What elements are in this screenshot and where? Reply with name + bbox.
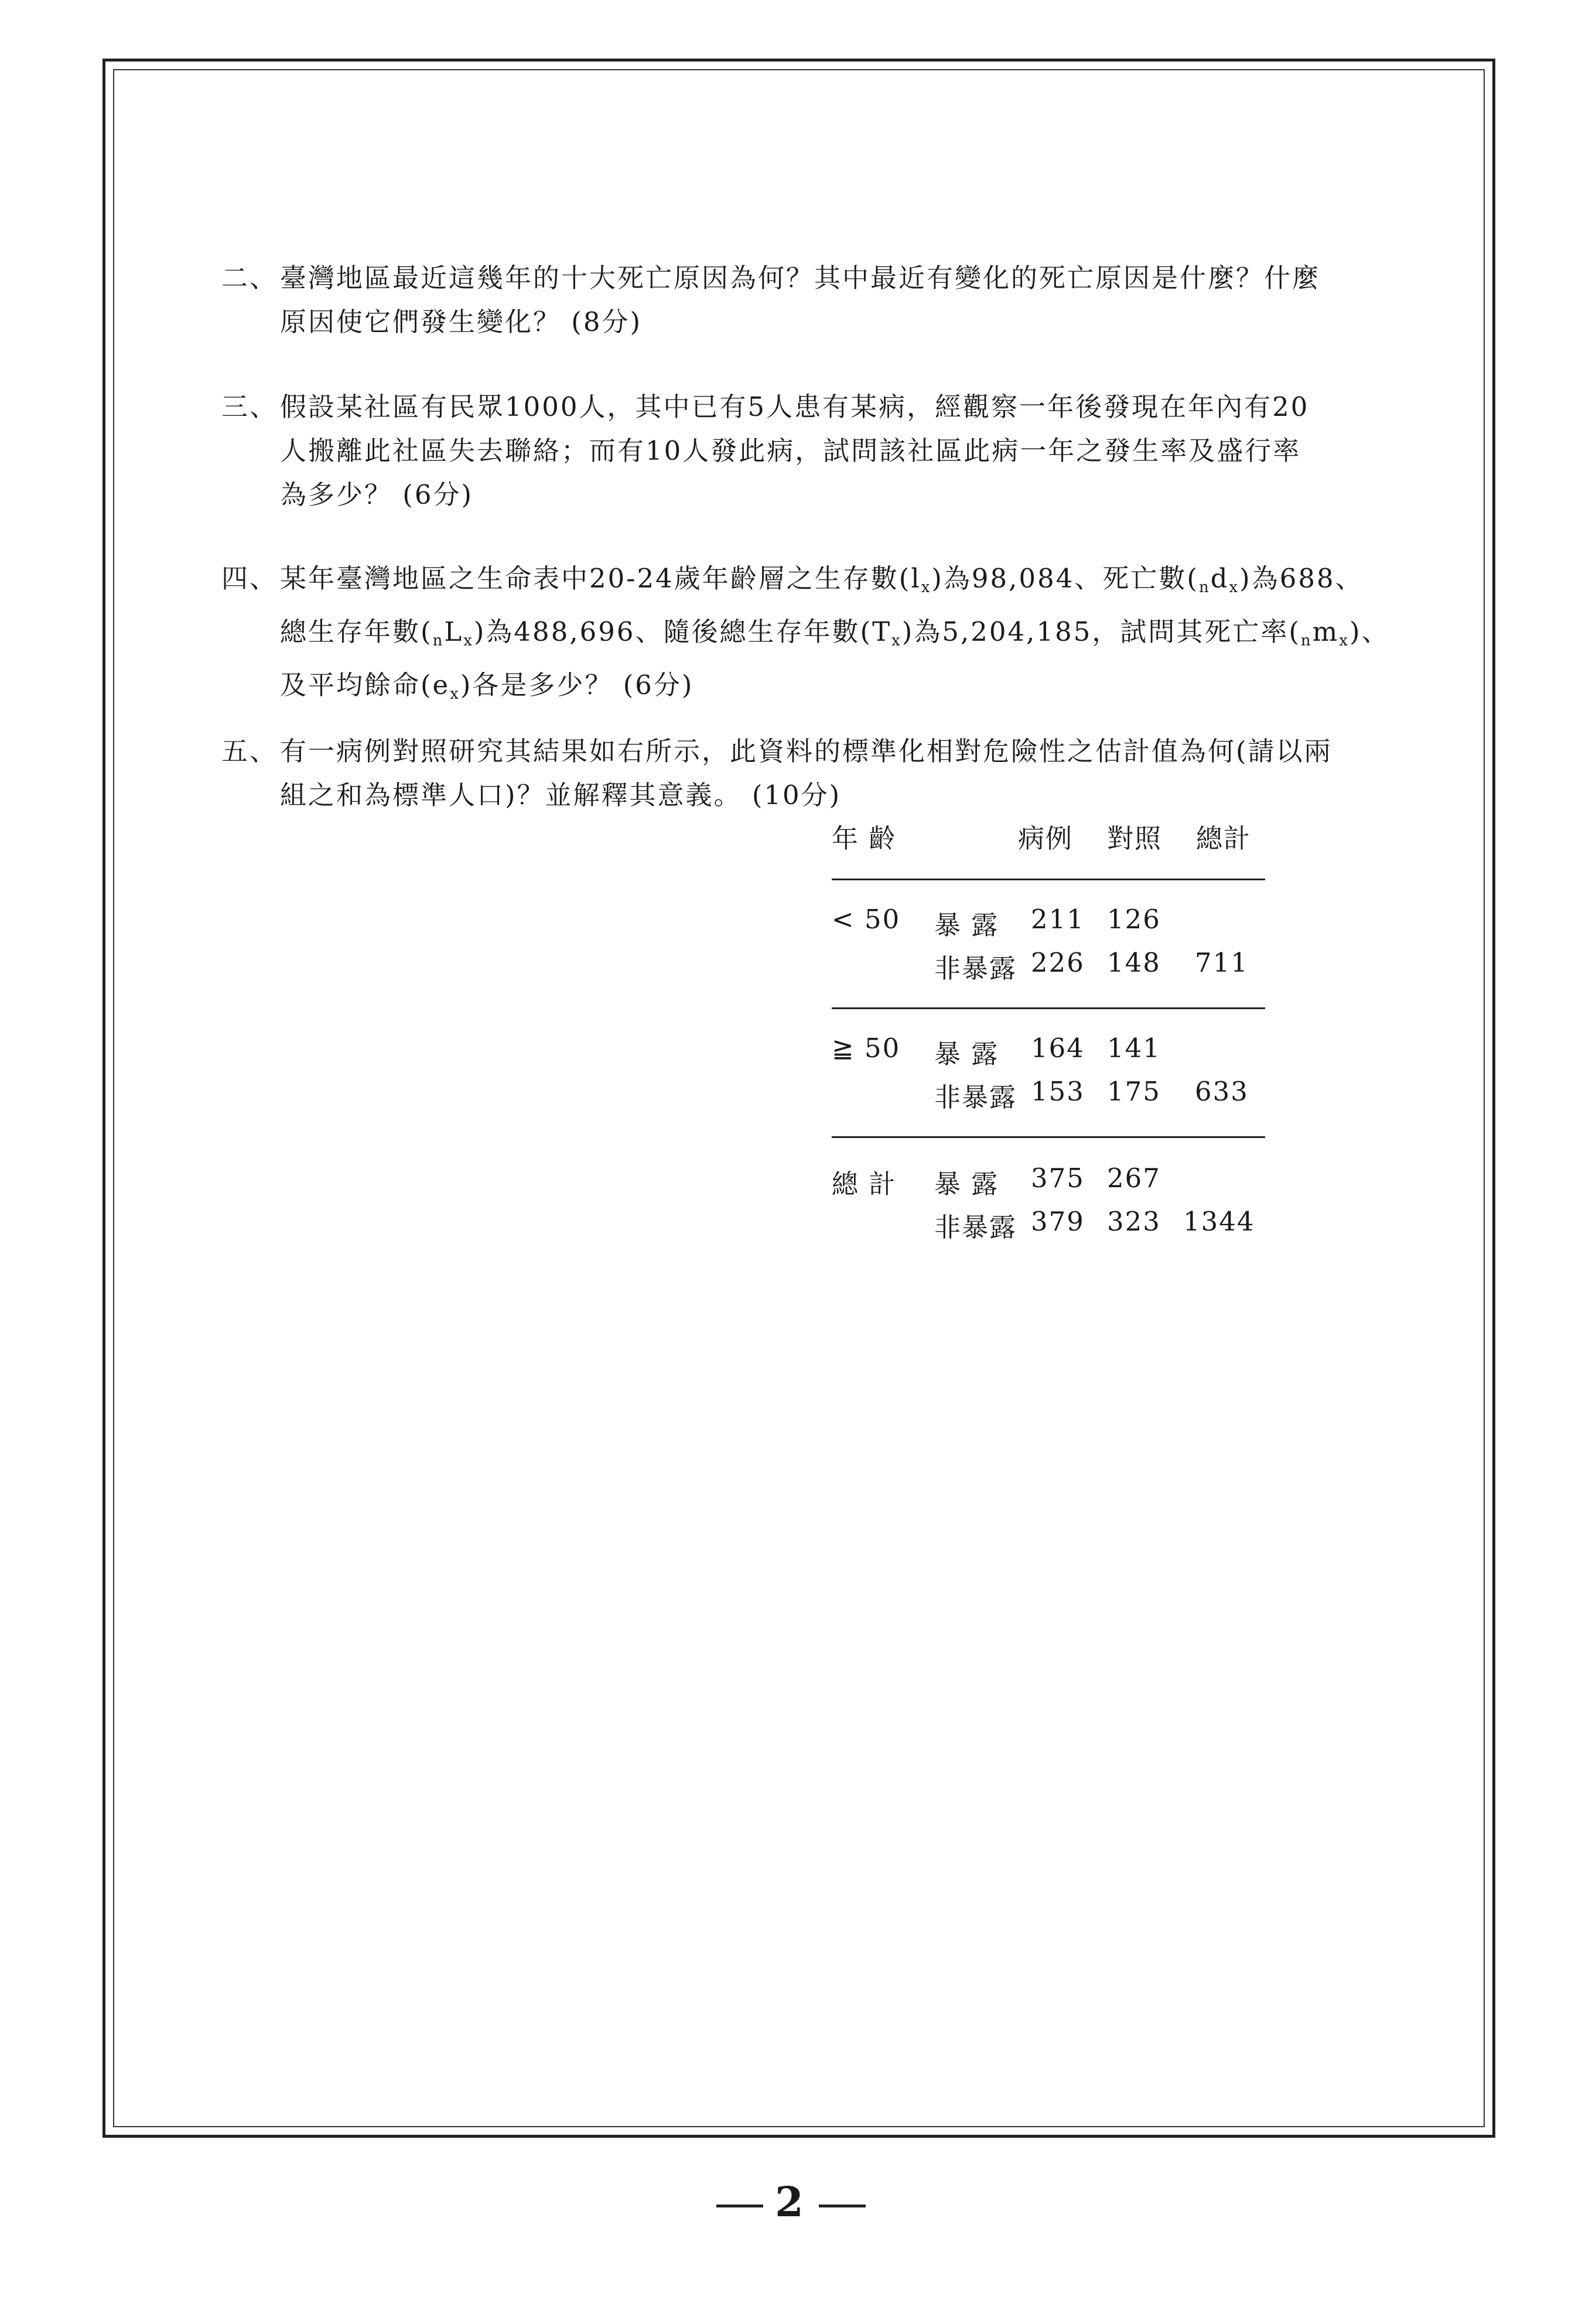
q4-subscript: x — [463, 632, 474, 650]
table-cell-case: 153 — [1031, 1076, 1085, 1107]
question-2-text-1: 臺灣地區最近這幾年的十大死亡原因為何？其中最近有變化的死亡原因是什麼？什麼 — [280, 262, 1321, 293]
question-5-number: 五、 — [221, 736, 278, 767]
question-4-number: 四、 — [221, 563, 278, 594]
table-row-label: 暴 露 — [934, 1038, 999, 1069]
page-number: 2 — [775, 2178, 807, 2226]
table-cell-case: 211 — [1031, 904, 1085, 935]
q4-text: )、 — [1349, 616, 1390, 647]
question-4 — [221, 556, 1390, 716]
q4-text: 總生存年數( — [280, 616, 433, 647]
page-frame-inner — [113, 69, 1485, 2127]
question-5-line-1 — [221, 729, 1381, 773]
table-cell-total: 1344 — [1183, 1206, 1255, 1237]
question-4-line-3 — [221, 663, 1381, 716]
q4-subscript: x — [921, 579, 932, 596]
q4-subscript: x — [1229, 579, 1240, 596]
table-header-case: 病例 — [1018, 823, 1074, 854]
table-row-label: 非暴露 — [934, 953, 1017, 984]
q4-text: m — [1312, 616, 1340, 647]
table-cell-control: 267 — [1107, 1163, 1161, 1194]
question-3-text-1: 假設某社區有民眾1000人，其中已有5人患有某病，經觀察一年後發現在年內有20 — [280, 391, 1310, 422]
dash-left — [716, 2205, 763, 2207]
table-group-age: < 50 — [832, 904, 901, 935]
question-2-line-2: 原因使它們發生變化？ (8分) — [280, 306, 643, 337]
q4-subscript: x — [891, 632, 902, 650]
question-3-line-3: 為多少？ (6分) — [280, 479, 474, 510]
table-row-label: 暴 露 — [934, 1168, 999, 1199]
table-row-label: 非暴露 — [934, 1082, 1017, 1113]
table-cell-case: 226 — [1031, 947, 1085, 978]
q4-text: )為5,204,185，試問其死亡率( — [901, 616, 1301, 647]
q4-text: 及平均餘命(e — [280, 669, 450, 700]
q4-text: )為488,696、隨後總生存年數(T — [473, 616, 892, 647]
q4-text: )為688、 — [1239, 563, 1364, 594]
table-cell-control: 148 — [1107, 947, 1161, 978]
question-4-line-2 — [221, 610, 1390, 663]
question-2-number: 二、 — [221, 262, 278, 293]
table-cell-control: 323 — [1107, 1206, 1161, 1237]
table-cell-control: 141 — [1107, 1033, 1161, 1064]
question-3-line-1 — [221, 385, 1381, 429]
table-cell-total: 633 — [1195, 1076, 1249, 1107]
table-header-age: 年 齡 — [832, 823, 897, 854]
table-header-total: 總計 — [1196, 823, 1252, 854]
q4-subscript: n — [1300, 632, 1313, 650]
q4-subscript: n — [1198, 579, 1211, 596]
page-number-footer — [0, 2178, 1582, 2226]
q4-text: L — [444, 616, 464, 647]
table-group-age: 總 計 — [832, 1168, 897, 1199]
table-cell-total: 711 — [1195, 947, 1249, 978]
table-cell-case: 379 — [1031, 1206, 1085, 1237]
q4-text: 某年臺灣地區之生命表中20-24歲年齡層之生存數(l — [280, 563, 921, 594]
table-divider — [832, 1007, 1265, 1009]
q4-subscript: x — [1339, 632, 1349, 650]
table-header-control: 對照 — [1107, 823, 1163, 854]
question-5-text-1: 有一病例對照研究其結果如右所示，此資料的標準化相對危險性之估計值為何(請以兩 — [280, 736, 1332, 767]
question-5-line-2: 組之和為標準人口)？並解釋其意義。 (10分) — [280, 780, 842, 811]
table-cell-case: 164 — [1031, 1033, 1085, 1064]
q4-text: d — [1210, 563, 1229, 594]
question-4-line-1 — [221, 556, 1381, 610]
table-group-age: ≧ 50 — [832, 1033, 901, 1064]
question-2 — [221, 256, 1381, 344]
table-divider — [832, 879, 1265, 880]
table-row-label: 暴 露 — [934, 910, 999, 941]
table-cell-control: 126 — [1107, 904, 1161, 935]
q4-text: )各是多少？ (6分) — [460, 669, 694, 700]
question-5 — [221, 729, 1381, 817]
dash-right — [819, 2205, 866, 2207]
q4-subscript: x — [450, 685, 460, 703]
table-cell-case: 375 — [1031, 1163, 1085, 1194]
question-2-line-1 — [221, 256, 1381, 300]
question-3-line-2: 人搬離此社區失去聯絡；而有10人發此病，試問該社區此病一年之發生率及盛行率 — [280, 435, 1301, 466]
question-3 — [221, 385, 1381, 517]
q4-text: )為98,084、死亡數( — [931, 563, 1199, 594]
q4-subscript: n — [432, 632, 445, 650]
table-cell-control: 175 — [1107, 1076, 1161, 1107]
table-divider — [832, 1136, 1265, 1138]
table-row-label: 非暴露 — [934, 1212, 1017, 1243]
question-3-number: 三、 — [221, 391, 278, 422]
